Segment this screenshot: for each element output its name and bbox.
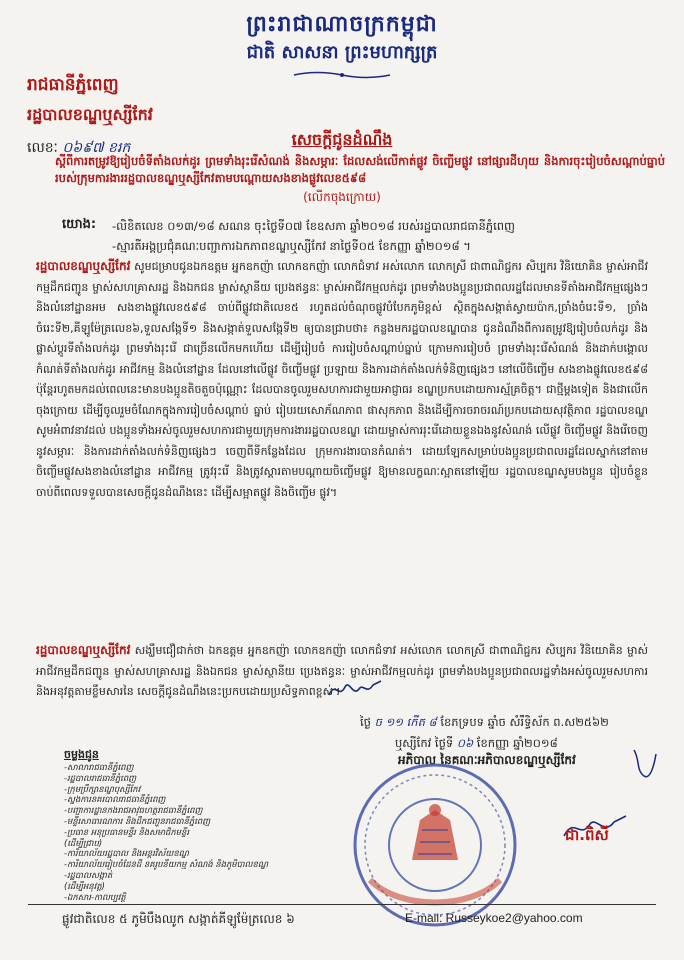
paragraph-1-lead: រដ្ឋបាលខណ្ឌឬស្សីកែវ bbox=[36, 259, 131, 273]
kingdom-heading: ព្រះរាជាណាចក្រកម្ពុជា bbox=[246, 12, 438, 37]
copy-to-item: -ឯកសារ-កាលប្បវត្តិ bbox=[64, 891, 126, 902]
copy-to-item: (ដើម្បីអនុវត្ត) bbox=[64, 880, 105, 891]
copy-to-item: -ស្នងការនគរបាលរាជធានីភ្នំពេញ bbox=[64, 794, 166, 805]
copy-to-item: -ប្រធាន អនុប្រធានមន្ទីរ និងសមាជិកមន្ទីរ bbox=[64, 826, 189, 837]
footer-email: E-mail: Russeykoe2@yahoo.com bbox=[405, 911, 583, 925]
lunar-date-suffix: ខែភទ្របទ ឆ្នាំច សំរឹទ្ធិស័ក ព.ស២៥៦២ bbox=[440, 715, 609, 729]
paragraph-1-text: សូមជម្រាបជូនឯកឧត្តម អ្នកឧកញ៉ា លោកឧកញ៉ា លោកជំទាវ អស់លោក លោកស្រី ជាពាណិជ្ជករ សិប្បករ វិនិយោគិន ម្ចាស់អាជីវកម្មដឹកជញ្ជូន ម្ចាស់សហគ្រាសរដ្ឋ និងឯកជន ម្ចាស់ស្ថានីយ ប្រេងឥន្ធនៈ ម្ចាស់អាជីវកម្មលក់ដូរ ព្រមទាំងបងប្អូនប្រជាពលរដ្ឋដែលមានទីតាំងអាជីវកម្មផ្សេងៗ និងលំនៅដ្ឋានអម សងខាងផ្លូវលេខ៥៩៨ ចាប់ពីផ្លូវជាតិលេខ៥ រហូតដល់ចំណុចផ្លូវបំបែកភូមិខ្ពស់ ស្ថិតក្នុងសង្កាត់ស្វាយប៉ាក,ច្រាំងចំរេះទី១, ច្រាំងចំរេះទី២,គីឡូម៉ែត្រលេខ៦,ទួលសង្កែទី១ និងសង្កាត់ទួលសង្កែទី២ ឲ្យបានជ្រាបថា៖ កន្លងមករដ្ឋបាលខណ្ឌបាន ជូនដំណឹងពីការតម្រូវឱ្យរៀបចំលក់ដូរ និងផ្លាស់ប្តូរទីតាំងលក់ដូរ ព្រមទាំងរុះរើ ជាច្រើនលើកមកហើយ ដើម្បីរៀបចំ ការរៀបចំសណ្តាប់ធ្នាប់ ក្រោមការរៀបចំ ព្រមទាំងរុះរើសំណង់ និងដាក់បង្គោលកំណត់ទីតាំងលក់ដូរ អាជីវកម្ម និងលំនៅដ្ឋាន ដែលនៅលើផ្លូវ ចិញ្ចើមផ្លូវ ប្រឡាយ និងការដាក់តាំងលក់ទំនិញផ្សេងៗ នៅលើចិញ្ចើម សងខាងផ្លូវលេខ៥៩៨ ប៉ុន្តែរហូតមកដល់ពេលនេះមានបងប្អូនតិចតួចប៉ុណ្ណោះ ដែលបានចូលរួមសហការជាមួយអាជ្ញាធរ ខណ្ឌប្រកបដោយការស្ម័គ្រចិត្ត។ ជាថ្មីម្តងទៀត និងជាលើកចុងក្រោយ ដើម្បីចូលរួមចំណែកក្នុងការរៀបចំសណ្តាប់ ធ្នាប់ រៀបរយសោភ័ណភាព ផាសុកភាព និងដើម្បីការចរាចរណ៍ប្រកបដោយសុវត្ថិភាព រដ្ឋបាលខណ្ឌសូមអំពាវនាវដល់ បងប្អូនទាំងអស់ចូលរួមសហការជាមួយក្រុមការងាររដ្ឋបាលខណ្ឌ ដោយម្ចាស់ការរុះរើដោយខ្លួនឯងនូវសំណង់ លើផ្លូវ ចិញ្ចើមផ្លូវ និងរើចេញ នូវសម្ភារៈ និងការដាក់តាំងលក់ទំនិញផ្សេងៗ ចេញពីទីកន្លែងដែល ក្រុមការងារបានកំណត់។ ដោយឡែកសម្រាប់បងប្អូនប្រជាពលរដ្ឋដែលស្នាក់នៅតាមចិញ្ចើមផ្លូវសងខាងលំនៅដ្ឋាន អាជីវកម្ម ត្រូវរុះរើ និងត្រូវស្តារតាមបណ្តាយចិញ្ចើមផ្លូវ ឱ្យមានលក្ខណៈស្អាតនៅឡើយ រដ្ឋបាលខណ្ឌសូមបងប្អូន រៀបចំខ្លួន ចាប់ពីពេលទទួលបានសេចក្តីជូនដំណឹងនេះ ដើម្បីសម្អាតផ្លូវ និងចិញ្ចើម ផ្លូវ។ bbox=[36, 260, 648, 499]
subject-note: (លើកចុងក្រោយ) bbox=[303, 190, 381, 204]
reference-line-1: -លិខិតលេខ ០១៣/១៨ សណន ចុះថ្ងៃទី០៧ ខែឧសភា ឆ្នាំ២០១៨ របស់រដ្ឋបាលរាជធានីភ្នំពេញ bbox=[112, 219, 515, 233]
signature-flourish-icon bbox=[630, 746, 660, 786]
reference-lines bbox=[112, 216, 662, 256]
reference-number-label: លេខៈ bbox=[27, 140, 58, 156]
issuer-administration: រដ្ឋបាលខណ្ឌឬស្សីកែវ bbox=[27, 105, 153, 124]
solar-date-day: ០៦ bbox=[456, 736, 474, 750]
handwritten-initials-icon bbox=[325, 675, 385, 703]
copy-to-item: -មន្ទីរសាធារណការ និងដឹកជញ្ជូនរាជធានីភ្នំពេញ bbox=[64, 815, 211, 826]
copy-to-item: -ការិយាល័យរដ្ឋបាល និងអន្តរវិស័យខណ្ឌ bbox=[64, 848, 189, 859]
copy-to-item: -បញ្ជាការដ្ឋានកងរាជអាវុធហត្ថរាជធានីភ្នំពេញ bbox=[64, 805, 203, 816]
reference-label: យោង: bbox=[62, 217, 97, 232]
paragraph-2-lead: រដ្ឋបាលខណ្ឌឬស្សីកែវ bbox=[36, 643, 131, 657]
footer-address: ផ្លូវជាតិលេខ ៥ ភូមិបឹងឈូក សង្កាត់គីឡូម៉ែត្រលេខ ៦ bbox=[62, 912, 295, 926]
lunar-date-prefix: ថ្ងៃ bbox=[360, 715, 371, 729]
copy-to-item: (ដើម្បីជ្រាប) bbox=[64, 837, 103, 848]
solar-date-suffix: ខែកញ្ញា ឆ្នាំ២០១៨ bbox=[476, 736, 558, 750]
copy-to-item: -រដ្ឋបាលរាជធានីភ្នំពេញ bbox=[64, 772, 137, 783]
national-motto: ជាតិ សាសនា ព្រះមហាក្សត្រ bbox=[246, 42, 438, 63]
copy-to-title: ចម្លងជូន bbox=[64, 748, 99, 761]
document-title: សេចក្តីជូនដំណឹង bbox=[291, 130, 393, 149]
issuer-capital: រាជធានីភ្នំពេញ bbox=[27, 75, 119, 95]
body-paragraph-1 bbox=[36, 256, 648, 503]
motto-ornament-icon bbox=[292, 70, 392, 80]
copy-to-item: -សាលារាជធានីភ្នំពេញ bbox=[64, 762, 134, 772]
solar-date-prefix: ឬស្សីកែវ ថ្ងៃទី bbox=[395, 736, 454, 750]
signer-title: អភិបាល នៃគណៈអភិបាលខណ្ឌឬស្សីកែវ bbox=[398, 753, 576, 767]
reference-line-2: -ស្មារតីអង្គប្រជុំគណៈបញ្ជាការឯកភាពខណ្ឌឬស្សីកែវ នាថ្ងៃទី០៥ ខែកញ្ញា ឆ្នាំ២០១៨ ។ bbox=[112, 239, 471, 253]
lunar-date-line bbox=[360, 715, 609, 732]
document-subject: ស្តីពីការតម្រូវឱ្យរៀបចំទីតាំងលក់ដូរ ព្រមទាំងរុះរើសំណង់ និងសម្ភារៈ ដែលសង់លើកាត់ផ្លូវ ចិញ្ចើមផ្លូវ នៅផ្សារដីហុយ និងការចុះរៀបចំសណ្តាប់ធ្នាប់របស់ក្រុមការងាររដ្ឋបាលខណ្ឌឬស្សីកែវតាមបណ្តោយសងខាងផ្លូវលេខ៥៩៨ bbox=[55, 154, 665, 185]
signer-name: ជា.ពិសី bbox=[565, 826, 609, 844]
paragraph-2-text: សង្ឃឹមជឿជាក់ថា ឯកឧត្តម អ្នកឧកញ៉ា លោកឧកញ៉ា លោកជំទាវ អស់លោក លោកស្រី ជាពាណិជ្ជករ សិប្បករ វិនិយោគិន ម្ចាស់អាជីវកម្មដឹកជញ្ជូន ម្ចាស់សហគ្រាសរដ្ឋ និងឯកជន ម្ចាស់ស្ថានីយ ប្រេងឥន្ធនៈ ម្ចាស់អាជីវកម្មលក់ដូរ ព្រមទាំងបងប្អូនប្រជាពលរដ្ឋទាំងអស់ចូលរួមសហការ និងអនុវត្តតាមខ្លឹមសារនៃ សេចក្តីជូនដំណឹងនេះប្រកបដោយប្រសិទ្ធភាពខ្ពស់។ bbox=[36, 644, 648, 698]
footer-divider bbox=[28, 904, 656, 905]
lunar-date-value: ច ១១ កើត ៨ bbox=[374, 715, 437, 729]
solar-date-line bbox=[395, 736, 558, 753]
reference-number-value: ០៦៩៧ ខរក bbox=[62, 140, 131, 156]
copy-to-list bbox=[64, 762, 344, 902]
copy-to-item: -ការិយាល័យរៀបចំដែនដី នគរូបនីយកម្ម សំណង់ និងភូមិបាលខណ្ឌ bbox=[64, 859, 269, 870]
copy-to-item: -រដ្ឋបាលសង្កាត់ bbox=[64, 869, 113, 880]
copy-to-item: -ក្រុមប្រឹក្សាខណ្ឌឬស្សីកែវ bbox=[64, 783, 141, 794]
